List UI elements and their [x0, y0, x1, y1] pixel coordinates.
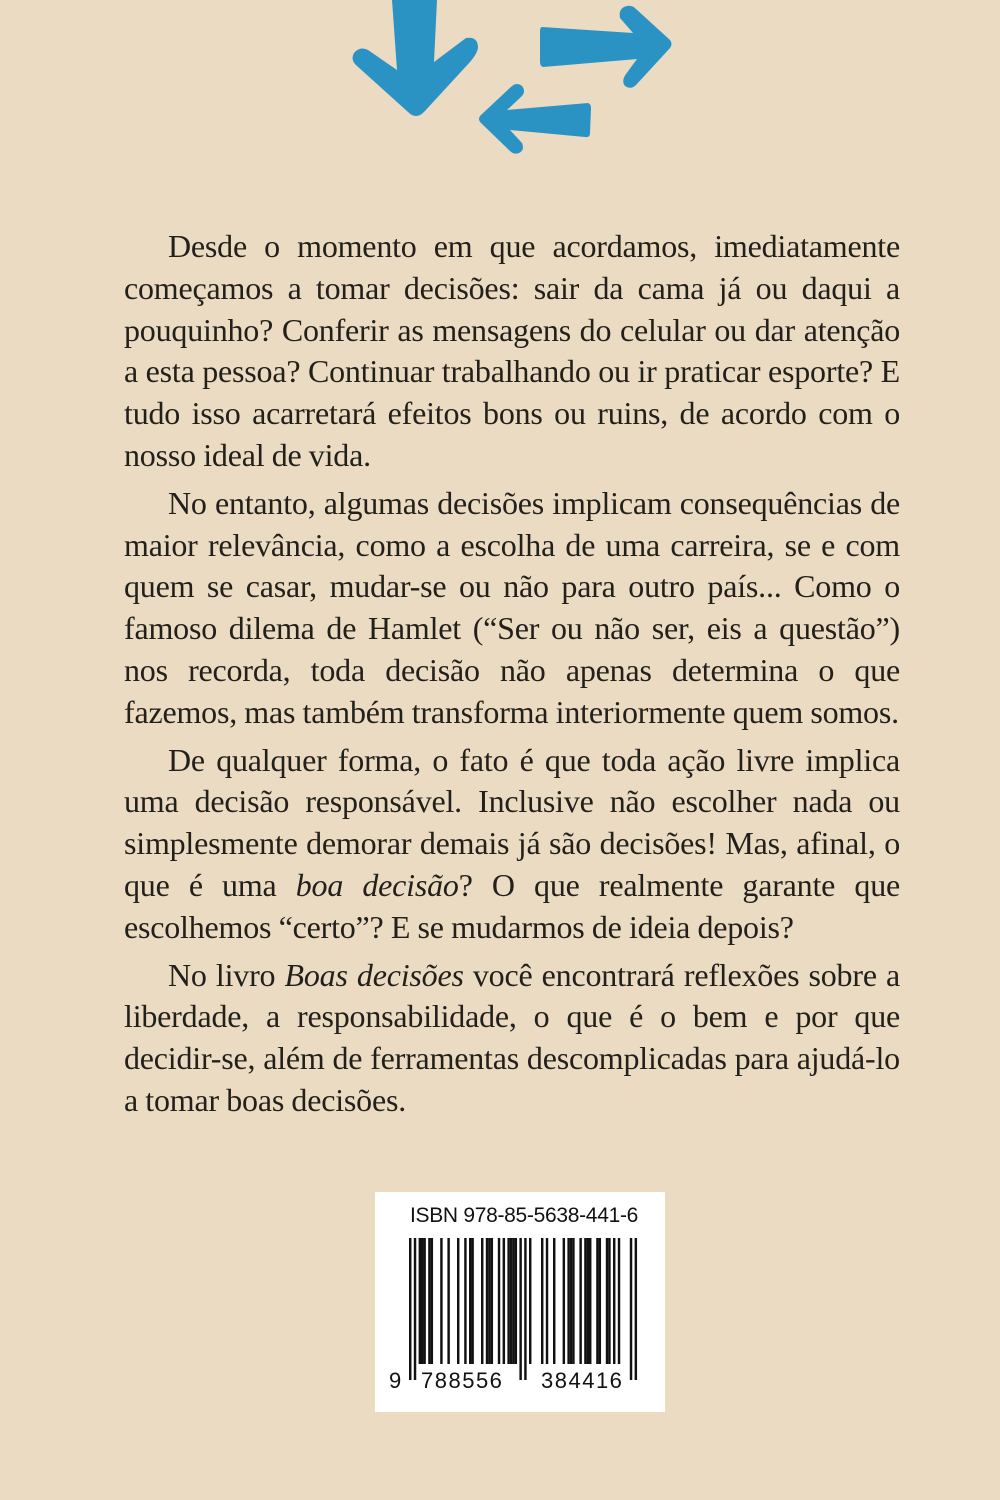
blurb-paragraph: [124, 955, 900, 1122]
arrow-right-icon: [540, 6, 672, 88]
italic-title-text: Boas decisões: [284, 956, 464, 993]
arrow-left-icon: [479, 84, 591, 154]
paragraph-text: No livro: [168, 956, 285, 993]
paragraph-text: Desde o momento em que acordamos, imediatamente começamos a tomar decisões: sair da cama já ou daqui a pouquinho? Conferir as mensagens do celular ou dar atenção a esta pessoa? Continuar trabalhando ou ir praticar esporte? E tudo isso acarretará efeitos bons ou ruins, de acordo com o nosso ideal de vida.: [124, 228, 900, 473]
isbn-label: ISBN 978-85-5638-441-6: [409, 1204, 639, 1227]
blurb-paragraph: [124, 226, 900, 477]
back-cover-blurb: [124, 226, 900, 1128]
barcode-right-digits: 384416: [541, 1368, 624, 1393]
paragraph-text: No entanto, algumas decisões implicam consequências de maior relevância, como a escolha de uma carreira, se e com quem se casar, mudar-se ou não para outro país... Como o famoso dilema de Hamlet (“Ser ou não ser, eis a questão”) nos recorda, toda decisão não apenas determina o que fazemos, mas também transforma interiormente quem somos.: [124, 484, 900, 730]
paragraph-text: você encontrará reflexões sobre a liberdade, a responsabilidade, o que é o bem e por que decidir-se, além de ferramentas descomplicadas para ajudá-lo a tomar boas decisões.: [124, 956, 901, 1118]
paragraph-text: De qualquer forma, o fato é que toda ação livre implica uma decisão responsável. Inclusive não escolher nada ou simplesmente demorar demais já são decisões! Mas, afinal, o que é uma: [124, 741, 900, 903]
blurb-paragraph: [124, 483, 900, 734]
italic-title-text: boa decisão: [295, 866, 459, 903]
barcode-first-digit: 9: [389, 1368, 403, 1393]
decorative-arrows: [0, 0, 1000, 170]
paragraph-text: ? O que realmente garante que escolhemos “certo”? E se mudarmos de ideia depois?: [124, 866, 900, 945]
arrow-down-icon: [353, 0, 478, 116]
isbn-barcode: [375, 1192, 665, 1412]
blurb-paragraph: [124, 740, 900, 949]
barcode-left-digits: 788556: [421, 1368, 504, 1393]
